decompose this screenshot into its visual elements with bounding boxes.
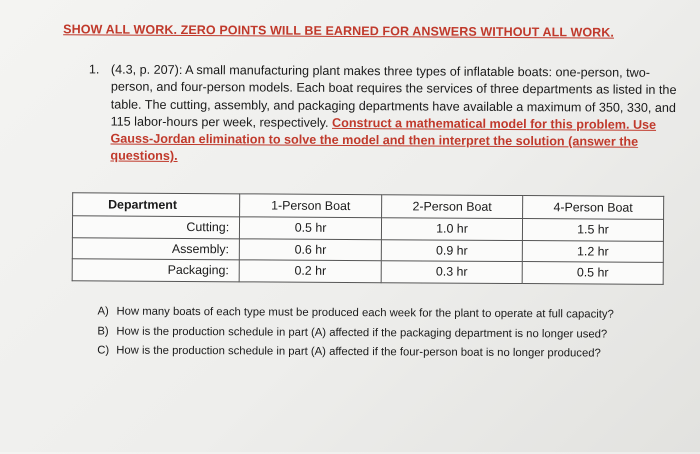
question-label: C) bbox=[97, 344, 110, 357]
problem-text-block bbox=[110, 62, 679, 169]
question-label: A) bbox=[97, 305, 109, 318]
table-header-cell: 4-Person Boat bbox=[523, 196, 664, 220]
row-label: Packaging: bbox=[72, 259, 239, 282]
table-cell: 0.9 hr bbox=[381, 239, 522, 261]
table-cell: 0.2 hr bbox=[239, 260, 381, 282]
question-text: How many boats of each type must be produced each week for the plant to operate at full capacity? bbox=[116, 305, 614, 321]
table-cell: 0.6 hr bbox=[239, 238, 381, 260]
question-label: B) bbox=[97, 324, 109, 338]
table-cell: 0.5 hr bbox=[522, 262, 663, 284]
department-hours-table bbox=[72, 192, 665, 284]
row-label: Assembly: bbox=[72, 237, 239, 260]
table-header-cell: Department bbox=[73, 193, 240, 217]
row-label: Cutting: bbox=[72, 216, 239, 239]
table-cell: 0.5 hr bbox=[240, 217, 382, 239]
problem-statement bbox=[88, 61, 679, 164]
question-item bbox=[97, 304, 637, 322]
question-text: How is the production schedule in part (A) affected if the packaging department is no longer used? bbox=[116, 325, 608, 341]
table-header-cell: 1-Person Boat bbox=[240, 194, 382, 218]
problem-instruction: Construct a mathematical model for this problem. Use Gauss-Jordan elimination to solve the model and then interpret the solution (answer the questions). bbox=[110, 115, 657, 164]
table-cell: 1.2 hr bbox=[522, 240, 663, 262]
problem-text: (4.3, p. 207): A small manufacturing plant makes three types of inflatable boats: one-person, two-person, and four-person models. Each boat requires the services of three departments as listed in the table. The cutting, assembly, and packaging departments have available a maximum of 350, 330, and 115 labor-hours per week, respectively. bbox=[110, 62, 677, 130]
question-text: How is the production schedule in part (A) affected if the four-person boat is no longer produced? bbox=[116, 344, 601, 360]
question-item bbox=[97, 324, 637, 342]
instructions-header: SHOW ALL WORK. ZERO POINTS WILL BE EARNED FOR ANSWERS WITHOUT ALL WORK. bbox=[63, 22, 615, 40]
question-list bbox=[97, 304, 637, 366]
table-header-cell: 2-Person Boat bbox=[382, 195, 523, 219]
table-cell: 1.0 hr bbox=[381, 218, 522, 240]
table-cell: 1.5 hr bbox=[522, 219, 663, 241]
problem-number: 1. bbox=[88, 62, 100, 77]
table-row bbox=[72, 259, 663, 284]
table-cell: 0.3 hr bbox=[381, 261, 522, 283]
question-item bbox=[97, 343, 637, 361]
